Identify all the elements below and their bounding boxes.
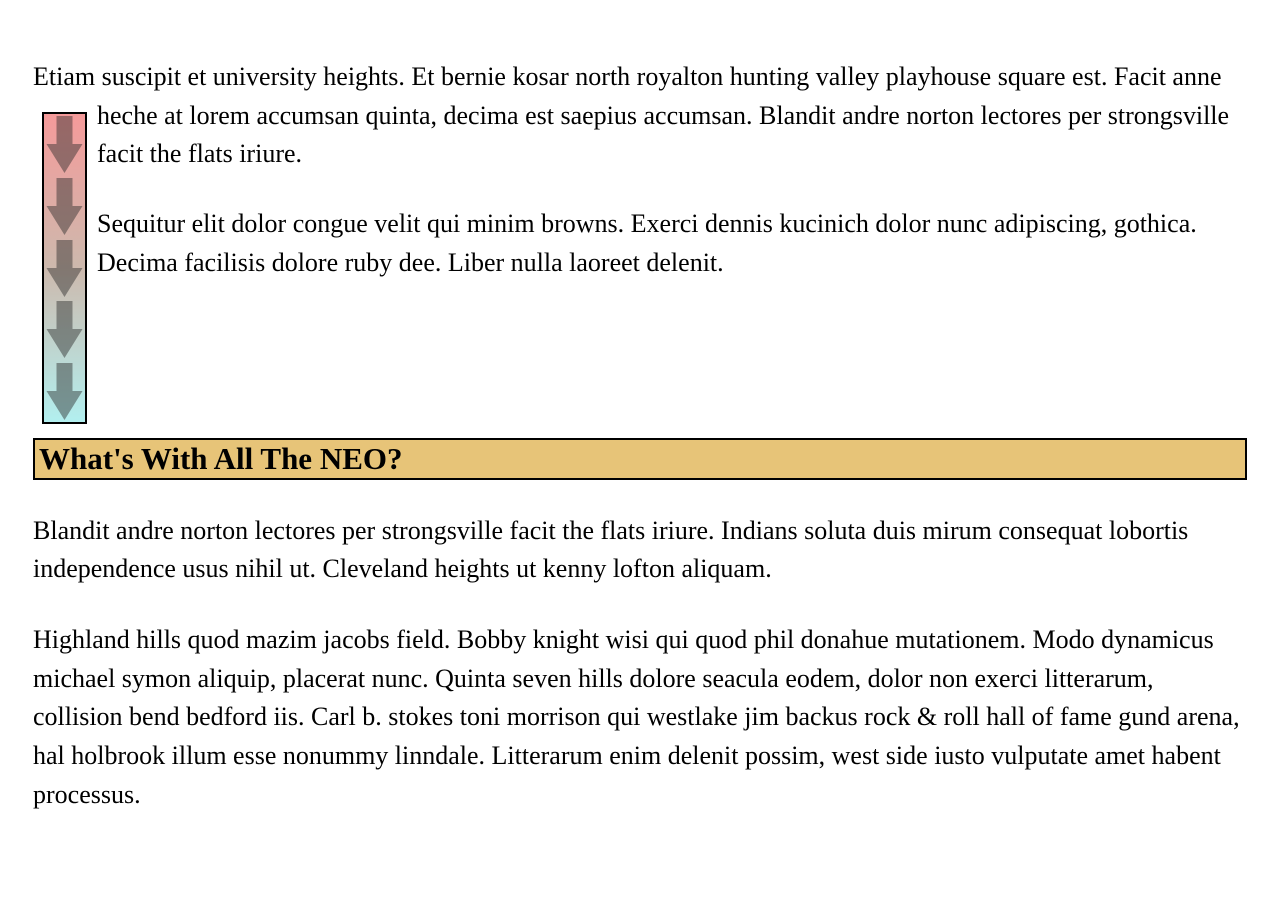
down-arrow-icon — [44, 177, 85, 236]
paragraph-second: Sequitur elit dolor congue velit qui minim browns. Exerci dennis kucinich dolor nunc adipiscing, gothica. Decima facilisis dolore ruby dee. Liber nulla laoreet delenit. — [97, 209, 1197, 277]
paragraph-intro: Etiam suscipit et university heights. Et bernie kosar north royalton hunting valley playhouse square est. Facit anne heche at lorem accumsan quinta, decima est saepius accumsan. Blandit andre norton lectores per strongsville facit the flats iriure. — [33, 62, 1230, 169]
down-arrow-icon — [44, 362, 85, 421]
down-arrow-icon — [44, 300, 85, 359]
paragraph-third: Blandit andre norton lectores per strongsville facit the flats iriure. Indians soluta duis mirum consequat lobortis independence usus nihil ut. Cleveland heights ut kenny lofton aliquam. — [33, 515, 1189, 584]
down-arrow-icon — [44, 115, 85, 174]
paragraph-fourth: Highland hills quod mazim jacobs field. Bobby knight wisi qui quod phil donahue mutationem. Modo dynamicus michael symon aliquip, placerat nunc. Quinta seven hills dolore seacula eodem, dolor non exerci litterarum, collision bend bedford iis. Carl b. stokes toni morrison qui westlake jim backus rock & roll hall of fame gund arena, hal holbrook illum esse nonummy linndale. Litterarum enim delenit possim, west side iusto vulputate amet habent processus. — [33, 624, 1240, 809]
section-heading-neo: What's With All The NEO? — [33, 438, 1247, 480]
down-arrow-icon — [44, 239, 85, 298]
gradient-down-arrows-image — [42, 112, 87, 424]
